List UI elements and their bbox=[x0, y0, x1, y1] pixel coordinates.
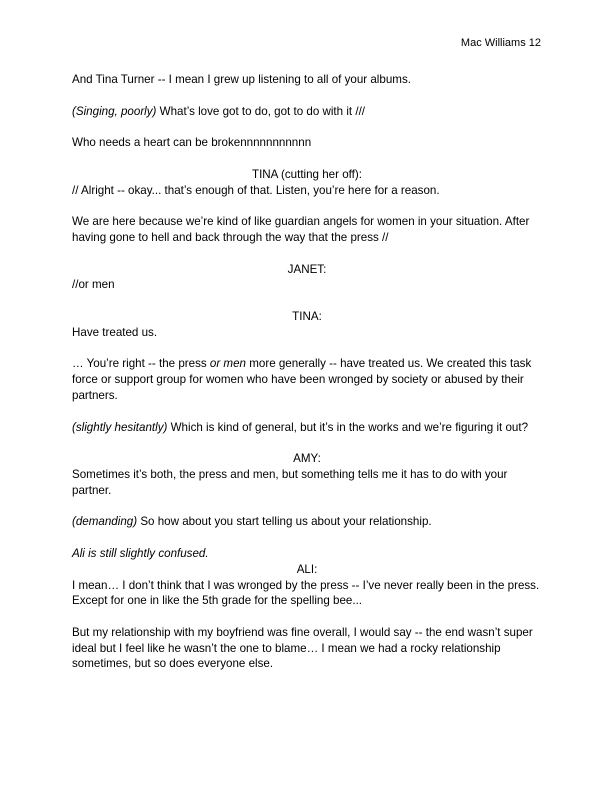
dialogue-line: Have treated us. bbox=[72, 325, 158, 339]
dialogue-line: But my relationship with my boyfriend was fine overall, I would say -- the end wasn’t super ideal but I feel like he wasn’t the one to blame… I mean we had a rocky relationship sometimes, but so does everyone else. bbox=[72, 625, 533, 671]
character-cue: TINA (cutting her off): bbox=[252, 167, 362, 181]
stage-direction: (slightly hesitantly) bbox=[72, 420, 168, 434]
character-cue: JANET: bbox=[287, 262, 327, 276]
dialogue-line: Sometimes it’s both, the press and men, but something tells me it has to do with your partner. bbox=[72, 467, 508, 497]
dialogue-line: //or men bbox=[72, 278, 115, 292]
character-cue: ALI: bbox=[296, 562, 318, 576]
dialogue-line bbox=[72, 514, 542, 530]
emphasis-text: or men bbox=[209, 357, 246, 371]
script-body bbox=[72, 72, 542, 672]
dialogue-text: What’s love got to do, got to do with it /// bbox=[156, 104, 366, 118]
stage-direction: (Singing, poorly) bbox=[72, 104, 157, 118]
dialogue-line: And Tina Turner -- I mean I grew up listening to all of your albums. bbox=[72, 73, 411, 86]
dialogue-line: Who needs a heart can be brokennnnnnnnnnn bbox=[72, 136, 312, 150]
dialogue-line bbox=[72, 104, 542, 120]
dialogue-line: I mean… I don’t think that I was wronged by the press -- I’ve never really been in the press. Except for one in like the 5th grade for the spelling bee... bbox=[72, 578, 540, 608]
dialogue-line: // Alright -- okay... that’s enough of that. Listen, you’re here for a reason. bbox=[72, 183, 440, 197]
dialogue-text: … You’re right -- the press bbox=[72, 357, 210, 371]
page-header: Mac Williams 12 bbox=[460, 37, 541, 49]
character-cue: TINA: bbox=[292, 309, 322, 323]
dialogue-line bbox=[72, 356, 542, 403]
dialogue-line bbox=[72, 420, 542, 436]
dialogue-line: We are here because we’re kind of like guardian angels for women in your situation. After having gone to hell and back through the way that the press // bbox=[72, 215, 530, 244]
stage-direction: (demanding) bbox=[72, 515, 138, 529]
dialogue-text: So how about you start telling us about your relationship. bbox=[137, 515, 432, 529]
stage-direction-line: Ali is still slightly confused. bbox=[72, 546, 209, 560]
dialogue-text: Which is kind of general, but it’s in the works and we’re figuring it out? bbox=[167, 420, 529, 434]
dialogue-text: more generally -- have treated us. We created this task force or support group for women who have been wronged by society or abused by their partners. bbox=[72, 357, 532, 402]
character-cue: AMY: bbox=[293, 452, 321, 466]
